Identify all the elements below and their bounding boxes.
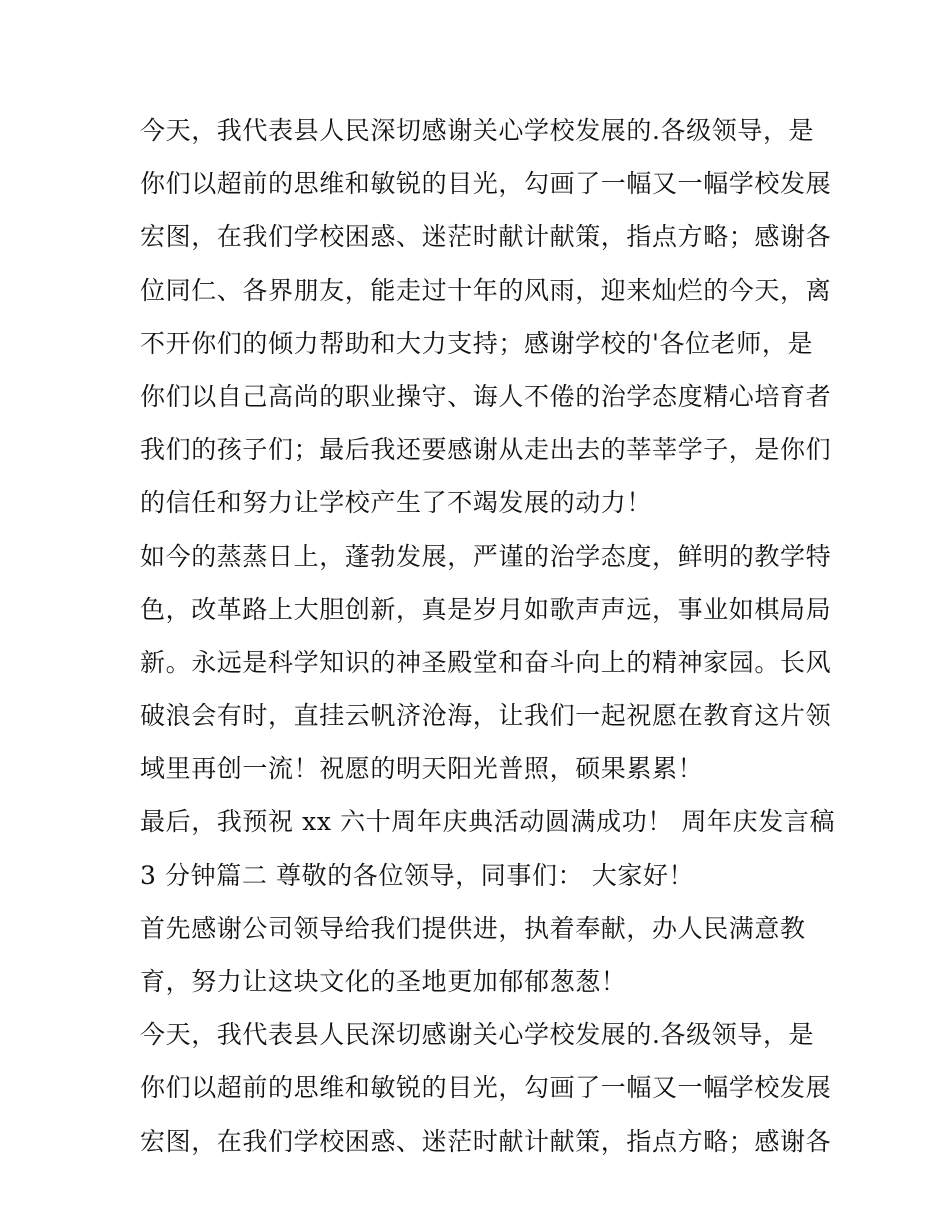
text-line: 今天，我代表县人民深切感谢关心学校发展的.各级领导，是 [140,1020,815,1050]
text-line: 首先感谢公司领导给我们提供进，执着奉献，办人民满意教 [140,913,806,943]
body-text [140,104,836,1168]
text-line: 位同仁、各界朋友，能走过十年的风雨，迎来灿烂的今天，离 [140,275,832,305]
text-line: 你们以超前的思维和敏锐的目光，勾画了一幅又一幅学校发展 [140,169,832,199]
text-line: 最后，我预祝 xx 六十周年庆典活动圆满成功！ 周年庆发言稿 [140,807,836,837]
text-line: 育，努力让这块文化的圣地更加郁郁葱葱！ [140,967,627,996]
text-line: 色，改革路上大胆创新，真是岁月如歌声声远，事业如棋局局 [140,594,832,624]
text-line: 的信任和努力让学校产生了不竭发展的动力！ [140,488,653,518]
text-line: 你们以超前的思维和敏锐的目光，勾画了一幅又一幅学校发展 [140,1073,832,1103]
text-line: 新。永远是科学知识的神圣殿堂和奋斗向上的精神家园。长风 [140,647,832,677]
text-line: 宏图，在我们学校困惑、迷茫时献计献策，指点方略；感谢各 [140,1126,832,1156]
text-line: 3 分钟篇二 尊敬的各位领导，同事们： 大家好！ [140,860,695,890]
text-line: 破浪会有时，直挂云帆济沧海，让我们一起祝愿在教育这片领 [140,701,832,731]
text-line: 不开你们的倾力帮助和大力支持；感谢学校的'各位老师，是 [140,328,814,358]
text-line: 域里再创一流！祝愿的明天阳光普照，硕果累累！ [140,754,704,784]
text-line: 宏图，在我们学校困惑、迷茫时献计献策，指点方略；感谢各 [140,222,832,252]
text-line: 我们的孩子们；最后我还要感谢从走出去的莘莘学子，是你们 [140,435,832,465]
text-line: 你们以自己高尚的职业操守、诲人不倦的治学态度精心培育者 [140,381,832,411]
text-line: 今天，我代表县人民深切感谢关心学校发展的.各级领导，是 [140,116,815,145]
text-line: 如今的蒸蒸日上，蓬勃发展，严谨的治学态度，鲜明的教学特 [140,541,832,571]
